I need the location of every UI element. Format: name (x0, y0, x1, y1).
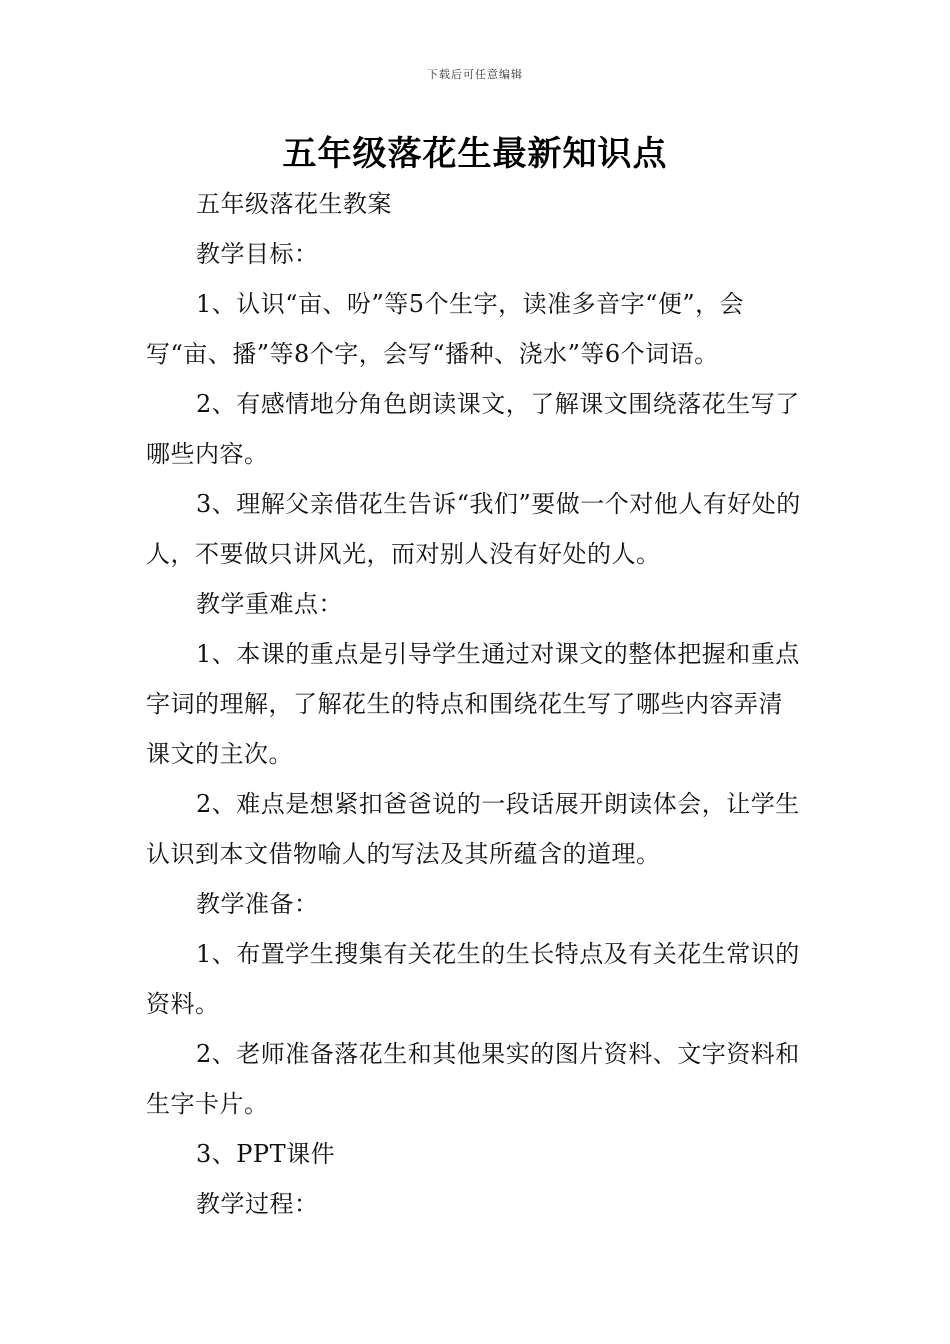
paragraph-heading-process: 教学过程： (196, 1190, 319, 1218)
document-body (146, 179, 806, 1229)
paragraph-key-point-1: 1、本课的重点是引导学生通过对课文的整体把握和重点字词的理解，了解花生的特点和围绕花生写了哪些内容弄清课文的主次。 (146, 640, 800, 768)
paragraph-heading-key-points: 教学重难点： (196, 590, 343, 618)
header-note: 下载后可任意编辑 (427, 68, 523, 81)
paragraph-heading-preparation: 教学准备： (196, 890, 319, 918)
paragraph-heading-objectives: 教学目标： (196, 240, 319, 268)
paragraph-preparation-3: 3、PPT课件 (196, 1140, 336, 1168)
paragraph-preparation-1: 1、布置学生搜集有关花生的生长特点及有关花生常识的资料。 (146, 940, 800, 1018)
paragraph-key-point-2: 2、难点是想紧扣爸爸说的一段话展开朗读体会，让学生认识到本文借物喻人的写法及其所蕴含的道理。 (146, 790, 800, 868)
paragraph-preparation-2: 2、老师准备落花生和其他果实的图片资料、文字资料和生字卡片。 (146, 1040, 800, 1118)
paragraph-objective-3: 3、理解父亲借花生告诉“我们”要做一个对他人有好处的人，不要做只讲风光，而对别人没有好处的人。 (146, 490, 801, 568)
paragraph-lesson-plan-title: 五年级落花生教案 (196, 190, 392, 218)
document-title: 五年级落花生最新知识点 (282, 134, 668, 174)
paragraph-objective-2: 2、有感情地分角色朗读课文，了解课文围绕落花生写了哪些内容。 (146, 390, 800, 468)
paragraph-objective-1: 1、认识“亩、吩”等5个生字，读准多音字“便”，会写“亩、播”等8个字，会写“播种、浇水”等6个词语。 (146, 290, 745, 368)
